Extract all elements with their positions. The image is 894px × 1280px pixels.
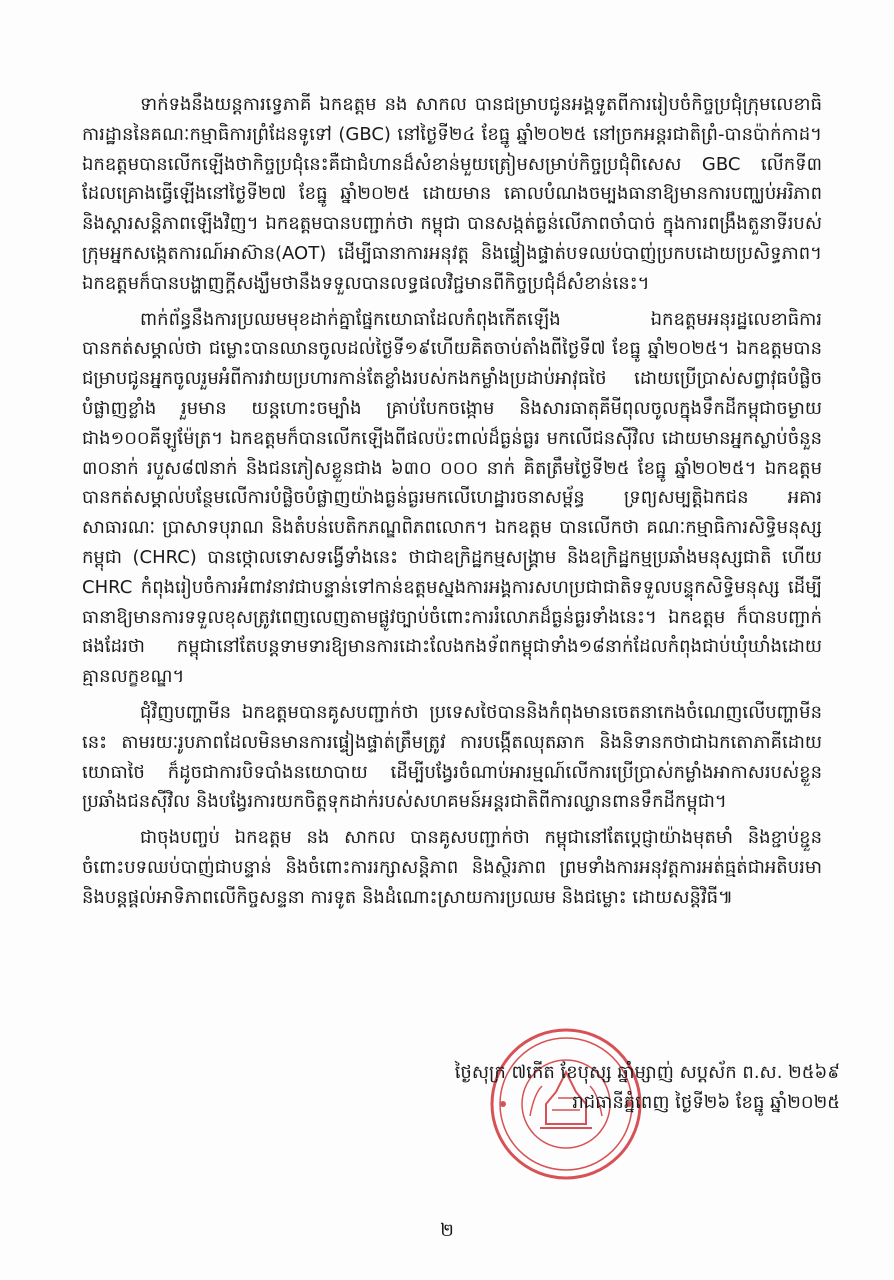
document-body (82, 90, 822, 919)
closing-block (380, 1058, 840, 1118)
paragraph-military-confrontation: ពាក់ព័ន្ធនឹងការប្រឈមមុខដាក់គ្នាផ្នែកយោធាដែលកំពុងកើតឡើង ឯកឧត្តមអនុរដ្ឋលេខាធិការបានកត់សម្គាល់ថា ជម្លោះបានឈានចូលដល់ថ្ងៃទី១៩ហើយគិតចាប់តាំងពីថ្ងៃទី៧ ខែធ្នូ ឆ្នាំ២០២៥។ ឯកឧត្តមបានជម្រាបជូនអ្នកចូលរួមអំពីការវាយប្រហារកាន់តែខ្លាំងរបស់កងកម្លាំងប្រដាប់អាវុធថៃ ដោយប្រើប្រាស់សព្វាវុធបំផ្លិចបំផ្លាញខ្លាំង រួមមាន យន្តហោះចម្បាំង គ្រាប់បែកចង្កោម និងសារធាតុគីមីពុលចូលក្នុងទឹកដីកម្ពុជាចម្ងាយជាង១០០គីឡូម៉ែត្រ។ ឯកឧត្តមក៏បានលើកឡើងពីផលប៉ះពាល់ដ៏ធ្ងន់ធ្ងរ មកលើជនស៊ីវិល ដោយមានអ្នកស្លាប់ចំនួន ៣០នាក់ របួស៨៧នាក់ និងជនភៀសខ្លួនជាង ៦៣០ ០០០ នាក់ គិតត្រឹមថ្ងៃទី២៥ ខែធ្នូ ឆ្នាំ២០២៥។ ឯកឧត្តមបានកត់សម្គាល់បន្ថែមលើការបំផ្លិចបំផ្លាញយ៉ាងធ្ងន់ធ្ងរមកលើហេដ្ឋារចនាសម្ព័ន្ធ ទ្រព្យសម្បត្តិឯកជន អគារសាធារណៈ ប្រាសាទបុរាណ និងតំបន់បេតិកភណ្ឌពិភពលោក។ ឯកឧត្តម បានលើកថា គណៈកម្មាធិការសិទ្ធិមនុស្សកម្ពុជា (CHRC) បានថ្កោលទោសទង្វើទាំងនេះ ថាជាឧក្រិដ្ឋកម្មសង្គ្រាម និងឧក្រិដ្ឋកម្មប្រឆាំងមនុស្សជាតិ ហើយ CHRC កំពុងរៀបចំការអំពាវនាវជាបន្ទាន់ទៅកាន់ឧត្តមស្នងការអង្គការសហប្រជាជាតិទទួលបន្ទុកសិទ្ធិមនុស្ស ដើម្បីធានាឱ្យមានការទទួលខុសត្រូវពេញលេញតាមផ្លូវច្បាប់ចំពោះការរំលោភដ៏ធ្ងន់ធ្ងរទាំងនេះ។ ឯកឧត្តម ក៏បានបញ្ជាក់ផងដែរថា កម្ពុជានៅតែបន្តទាមទារឱ្យមានការដោះលែងកងទ័ពកម្ពុជាទាំង១៨នាក់ដែលកំពុងជាប់ឃុំឃាំងដោយគ្មានលក្ខខណ្ឌ។ (82, 308, 822, 688)
paragraph-landmine-issue: ជុំវិញបញ្ហាមីន ឯកឧត្តមបានគូសបញ្ជាក់ថា ប្រទេសថៃបាននិងកំពុងមានចេតនាកេងចំណេញលើបញ្ហាមីននេះ តាមរយៈរូបភាពដែលមិនមានការផ្ទៀងផ្ទាត់ត្រឹមត្រូវ ការបង្កើតឈុតឆាក និងនិទានកថាជាឯកតោភាគីដោយយោធាថៃ ក៏ដូចជាការបិទបាំងនយោបាយ ដើម្បីបង្វែរចំណាប់អារម្មណ៍លើការប្រើប្រាស់កម្លាំងអាកាសរបស់ខ្លួនប្រឆាំងជនស៊ីវិល និងបង្វែរការយកចិត្តទុកដាក់របស់សហគមន៍អន្តរជាតិពីការឈ្លានពានទឹកដីកម្ពុជា។ (82, 701, 822, 813)
solar-date-line: រាជធានីភ្នំពេញ ថ្ងៃទី២៦ ខែធ្នូ ឆ្នាំ២០២៥ (572, 1092, 840, 1113)
lunar-date-line: ថ្ងៃសុក្រ ៧កើត ខែបុស្ស ឆ្នាំម្សាញ់ សប្តស័ក ព.ស. ២៥៦៩ (454, 1062, 840, 1083)
paragraph-conclusion: ជាចុងបញ្ចប់ ឯកឧត្តម នង សាកល បានគូសបញ្ជាក់ថា កម្ពុជានៅតែប្តេជ្ញាយ៉ាងមុតមាំ និងខ្ជាប់ខ្ជួនចំពោះបទឈប់បាញ់ជាបន្ទាន់ និងចំពោះការរក្សាសន្តិភាព និងស្ថិរភាព ព្រមទាំងការអនុវត្តការអត់ធ្មត់ជាអតិបរមា និងបន្តផ្តល់អាទិភាពលើកិច្ចសន្ទនា ការទូត និងដំណោះស្រាយការប្រឈម និងជម្លោះ ដោយសន្តិវិធី៕ (82, 827, 822, 908)
paragraph-bilateral-mechanism: ទាក់ទងនឹងយន្តការទ្វេភាគី ឯកឧត្តម នង សាកល បានជម្រាបជូនអង្គទូតពីការរៀបចំកិច្ចប្រជុំក្រុមលេខាធិការដ្ឋាននៃគណៈកម្មាធិការព្រំដែនទូទៅ (GBC) នៅថ្ងៃទី២៤ ខែធ្នូ ឆ្នាំ២០២៥ នៅច្រកអន្តរជាតិព្រំ-បានប៉ាក់កាដ។ ឯកឧត្តមបានលើកឡើងថាកិច្ចប្រជុំនេះគឺជាជំហានដ៏សំខាន់មួយត្រៀមសម្រាប់កិច្ចប្រជុំពិសេស GBC លើកទី៣ ដែលគ្រោងធ្វើឡើងនៅថ្ងៃទី២៧ ខែធ្នូ ឆ្នាំ២០២៥ ដោយមាន គោលបំណងចម្បងធានាឱ្យមានការបញ្ឈប់អរិភាព និងស្តារសន្តិភាពឡើងវិញ។ ឯកឧត្តមបានបញ្ជាក់ថា កម្ពុជា បានសង្កត់ធ្ងន់លើភាពចាំបាច់ ក្នុងការពង្រឹងតួនាទីរបស់ក្រុមអ្នកសង្កេតការណ៍អាស៊ាន(AOT) ដើម្បីធានាការអនុវត្ត និងផ្ទៀងផ្ទាត់បទឈប់បាញ់ប្រកបដោយប្រសិទ្ធភាព។ ឯកឧត្តមក៏បានបង្ហាញក្តីសង្ឃឹមថានឹងទទួលបានលទ្ធផលវិជ្ជមានពីកិច្ចប្រជុំដ៏សំខាន់នេះ។ (82, 94, 822, 294)
page-number: ២ (440, 1220, 454, 1241)
